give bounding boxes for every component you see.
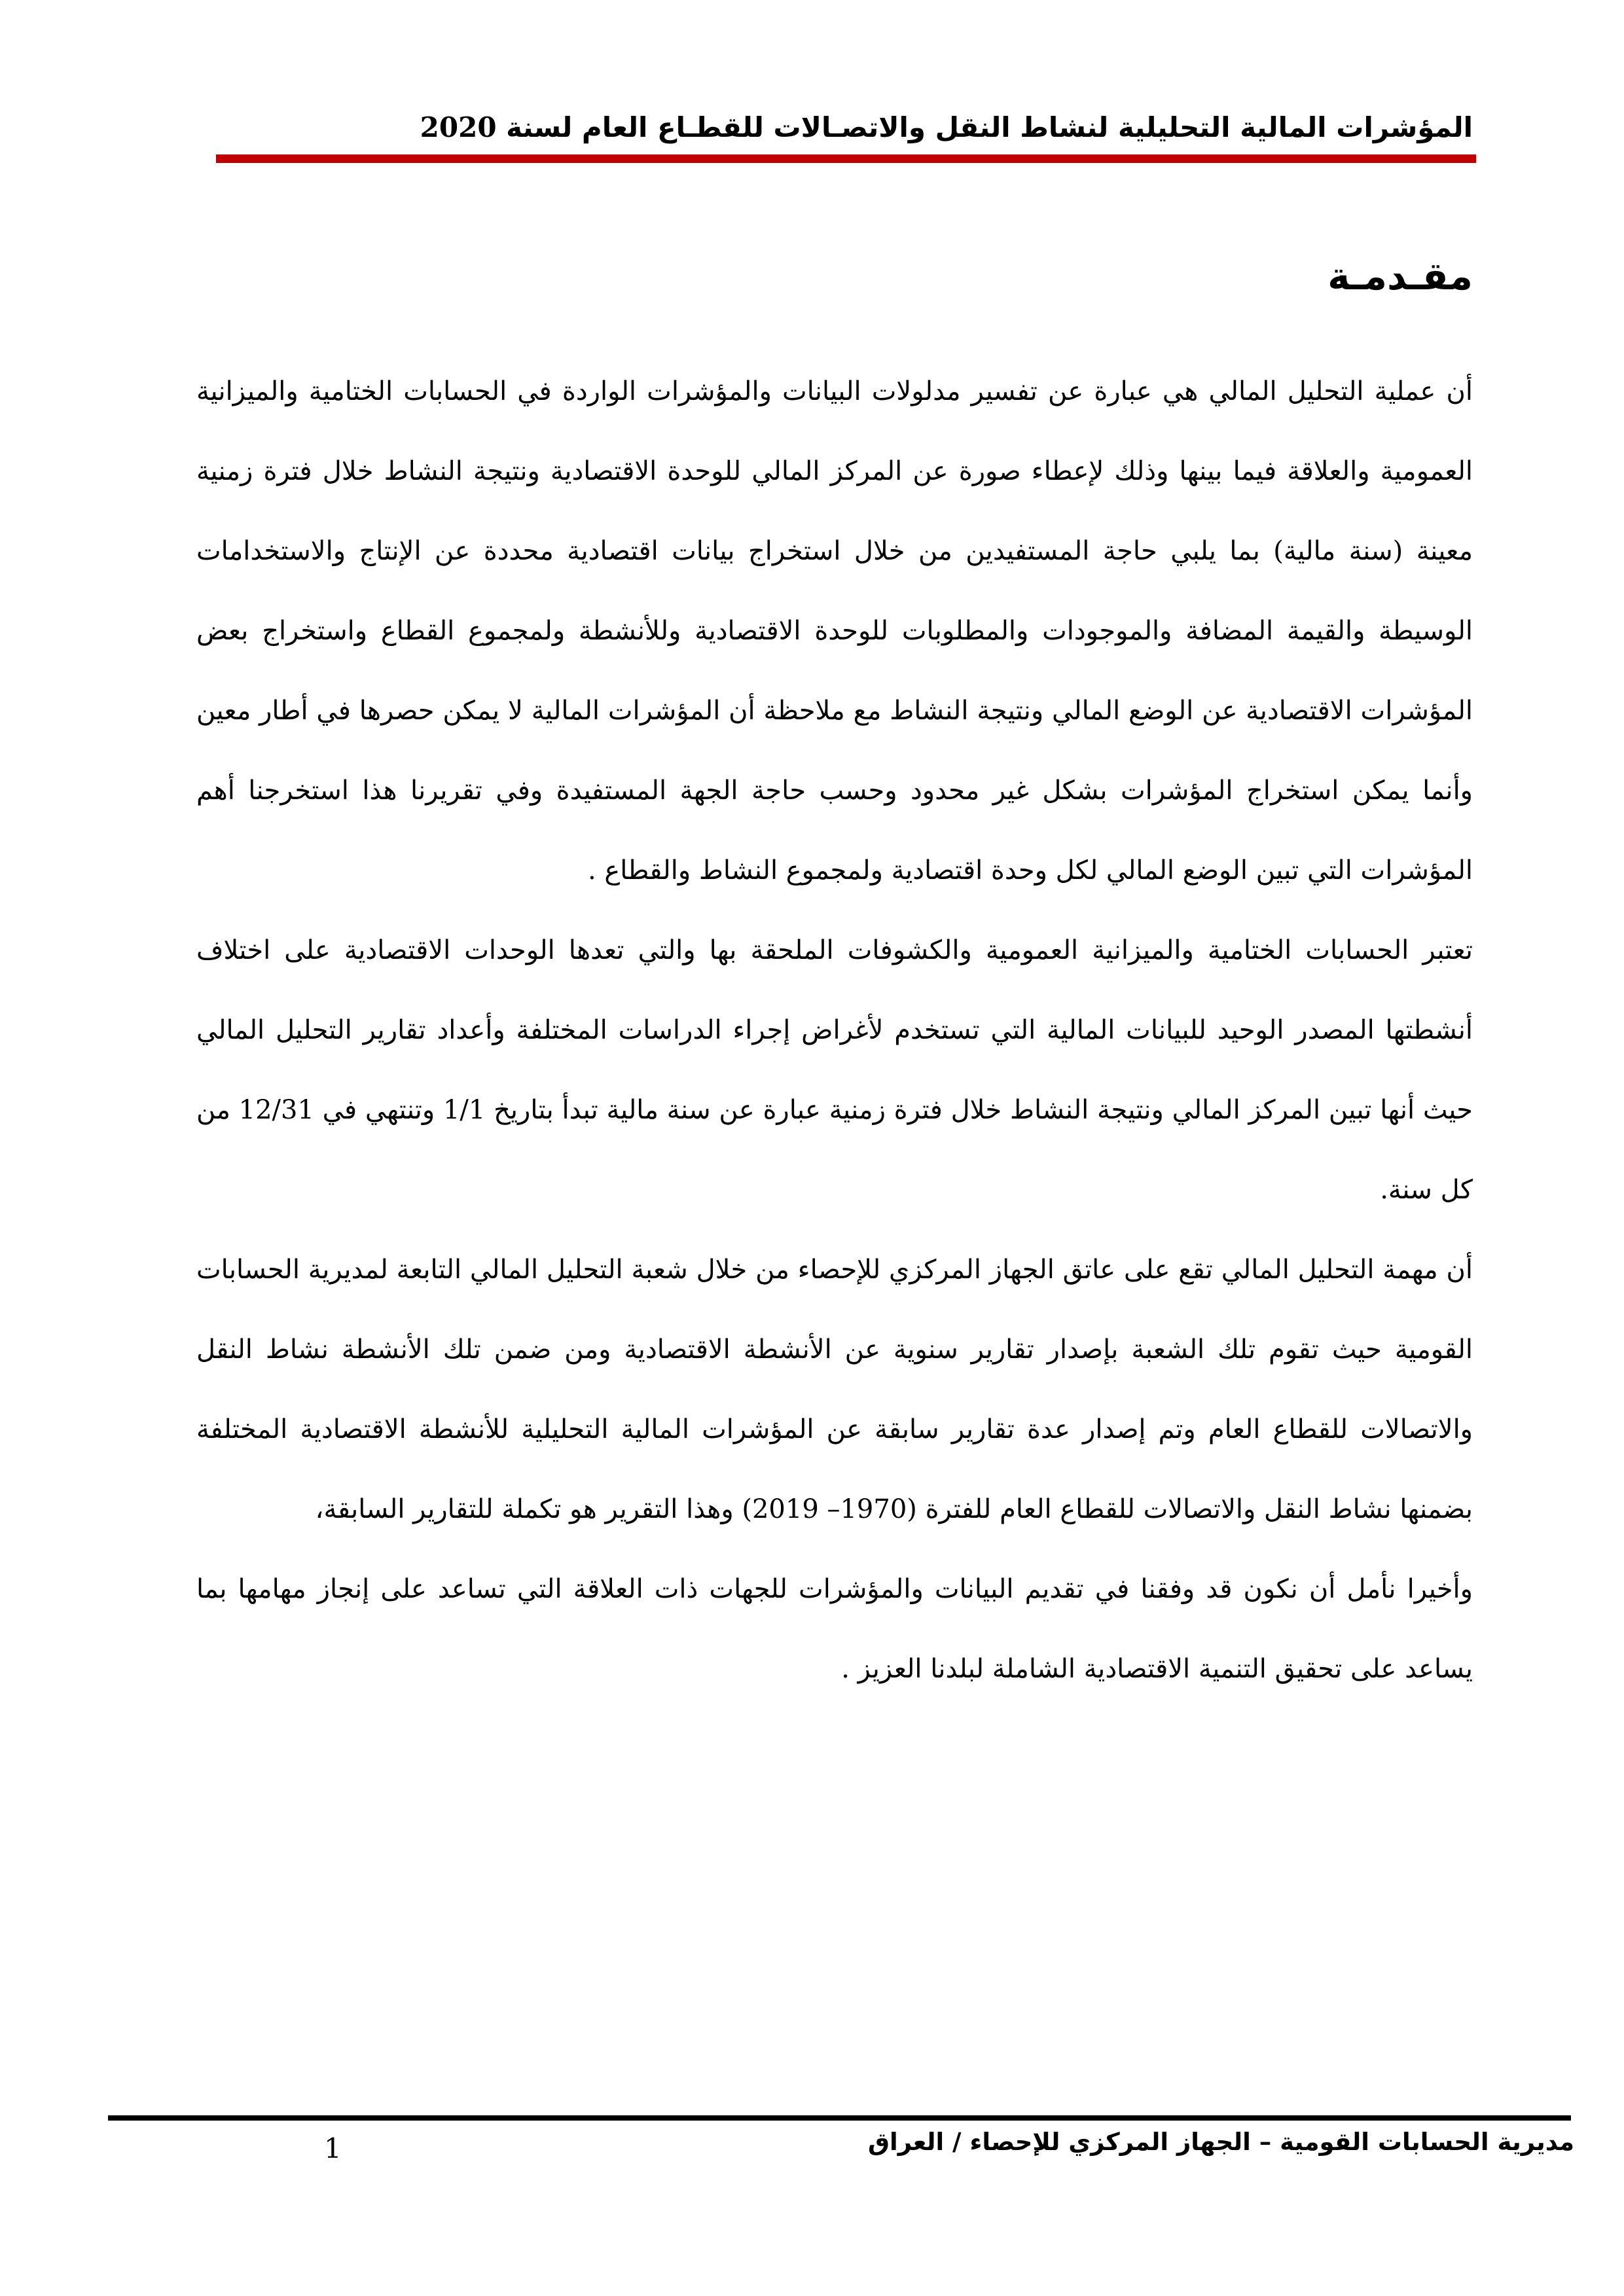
page-number: 1	[324, 2132, 342, 2164]
page-title: مقـدمـة	[1327, 254, 1473, 298]
body-text	[196, 351, 1473, 1709]
header-rule	[216, 154, 1476, 163]
paragraph: تعتبر الحسابات الختامية والميزانية العمومية والكشوفات الملحقة بها والتي تعدها الوحدات الاقتصادية على اختلاف أنشطتها المصدر الوحيد للبيانات المالية التي تستخدم لأغراض إجراء الدراسات المختلفة وأعداد تقارير التحليل المالي حيث أنها تبين المركز المالي ونتيجة النشاط خلال فترة زمنية عبارة عن سنة مالية تبدأ بتاريخ 1/1 وتنتهي في 12/31 من كل سنة.	[196, 935, 1473, 1205]
paragraph: وأخيرا نأمل أن نكون قد وفقنا في تقديم البيانات والمؤشرات للجهات ذات العلاقة التي تساعد على إنجاز مهامها بما يساعد على تحقيق التنمية الاقتصادية الشاملة لبلدنا العزيز .	[196, 1574, 1473, 1684]
header-title: المؤشرات المالية التحليلية لنشاط النقل والاتصـالات للقطـاع العام لسنة 2020	[420, 111, 1473, 143]
footer-rule	[108, 2115, 1571, 2121]
paragraph: أن عملية التحليل المالي هي عبارة عن تفسير مدلولات البيانات والمؤشرات الواردة في الحسابات الختامية والميزانية العمومية والعلاقة فيما بينها وذلك لإعطاء صورة عن المركز المالي للوحدة الاقتصادية ونتيجة النشاط خلال فترة زمنية معينة (سنة مالية) بما يلبي حاجة المستفيدين من خلال استخراج بيانات اقتصادية محددة عن الإنتاج والاستخدامات الوسيطة والقيمة المضافة والموجودات والمطلوبات للوحدة الاقتصادية وللأنشطة ولمجموع القطاع واستخراج بعض المؤشرات الاقتصادية عن الوضع المالي ونتيجة النشاط مع ملاحظة أن المؤشرات المالية لا يمكن حصرها في أطار معين وأنما يمكن استخراج المؤشرات بشكل غير محدود وحسب حاجة الجهة المستفيدة وفي تقريرنا هذا استخرجنا أهم المؤشرات التي تبين الوضع المالي لكل وحدة اقتصادية ولمجموع النشاط والقطاع .	[196, 376, 1473, 886]
paragraph: أن مهمة التحليل المالي تقع على عاتق الجهاز المركزي للإحصاء من خلال شعبة التحليل المالي التابعة لمديرية الحسابات القومية حيث تقوم تلك الشعبة بإصدار تقارير سنوية عن الأنشطة الاقتصادية ومن ضمن تلك الأنشطة نشاط النقل والاتصالات للقطاع العام وتم إصدار عدة تقارير سابقة عن المؤشرات المالية التحليلية للأنشطة الاقتصادية المختلفة بضمنها نشاط النقل والاتصالات للقطاع العام للفترة (1970– 2019) وهذا التقرير هو تكملة للتقارير السابقة،	[196, 1255, 1473, 1524]
footer-department: مديرية الحسابات القومية – الجهاز المركزي للإحصاء / العراق	[867, 2127, 1574, 2156]
